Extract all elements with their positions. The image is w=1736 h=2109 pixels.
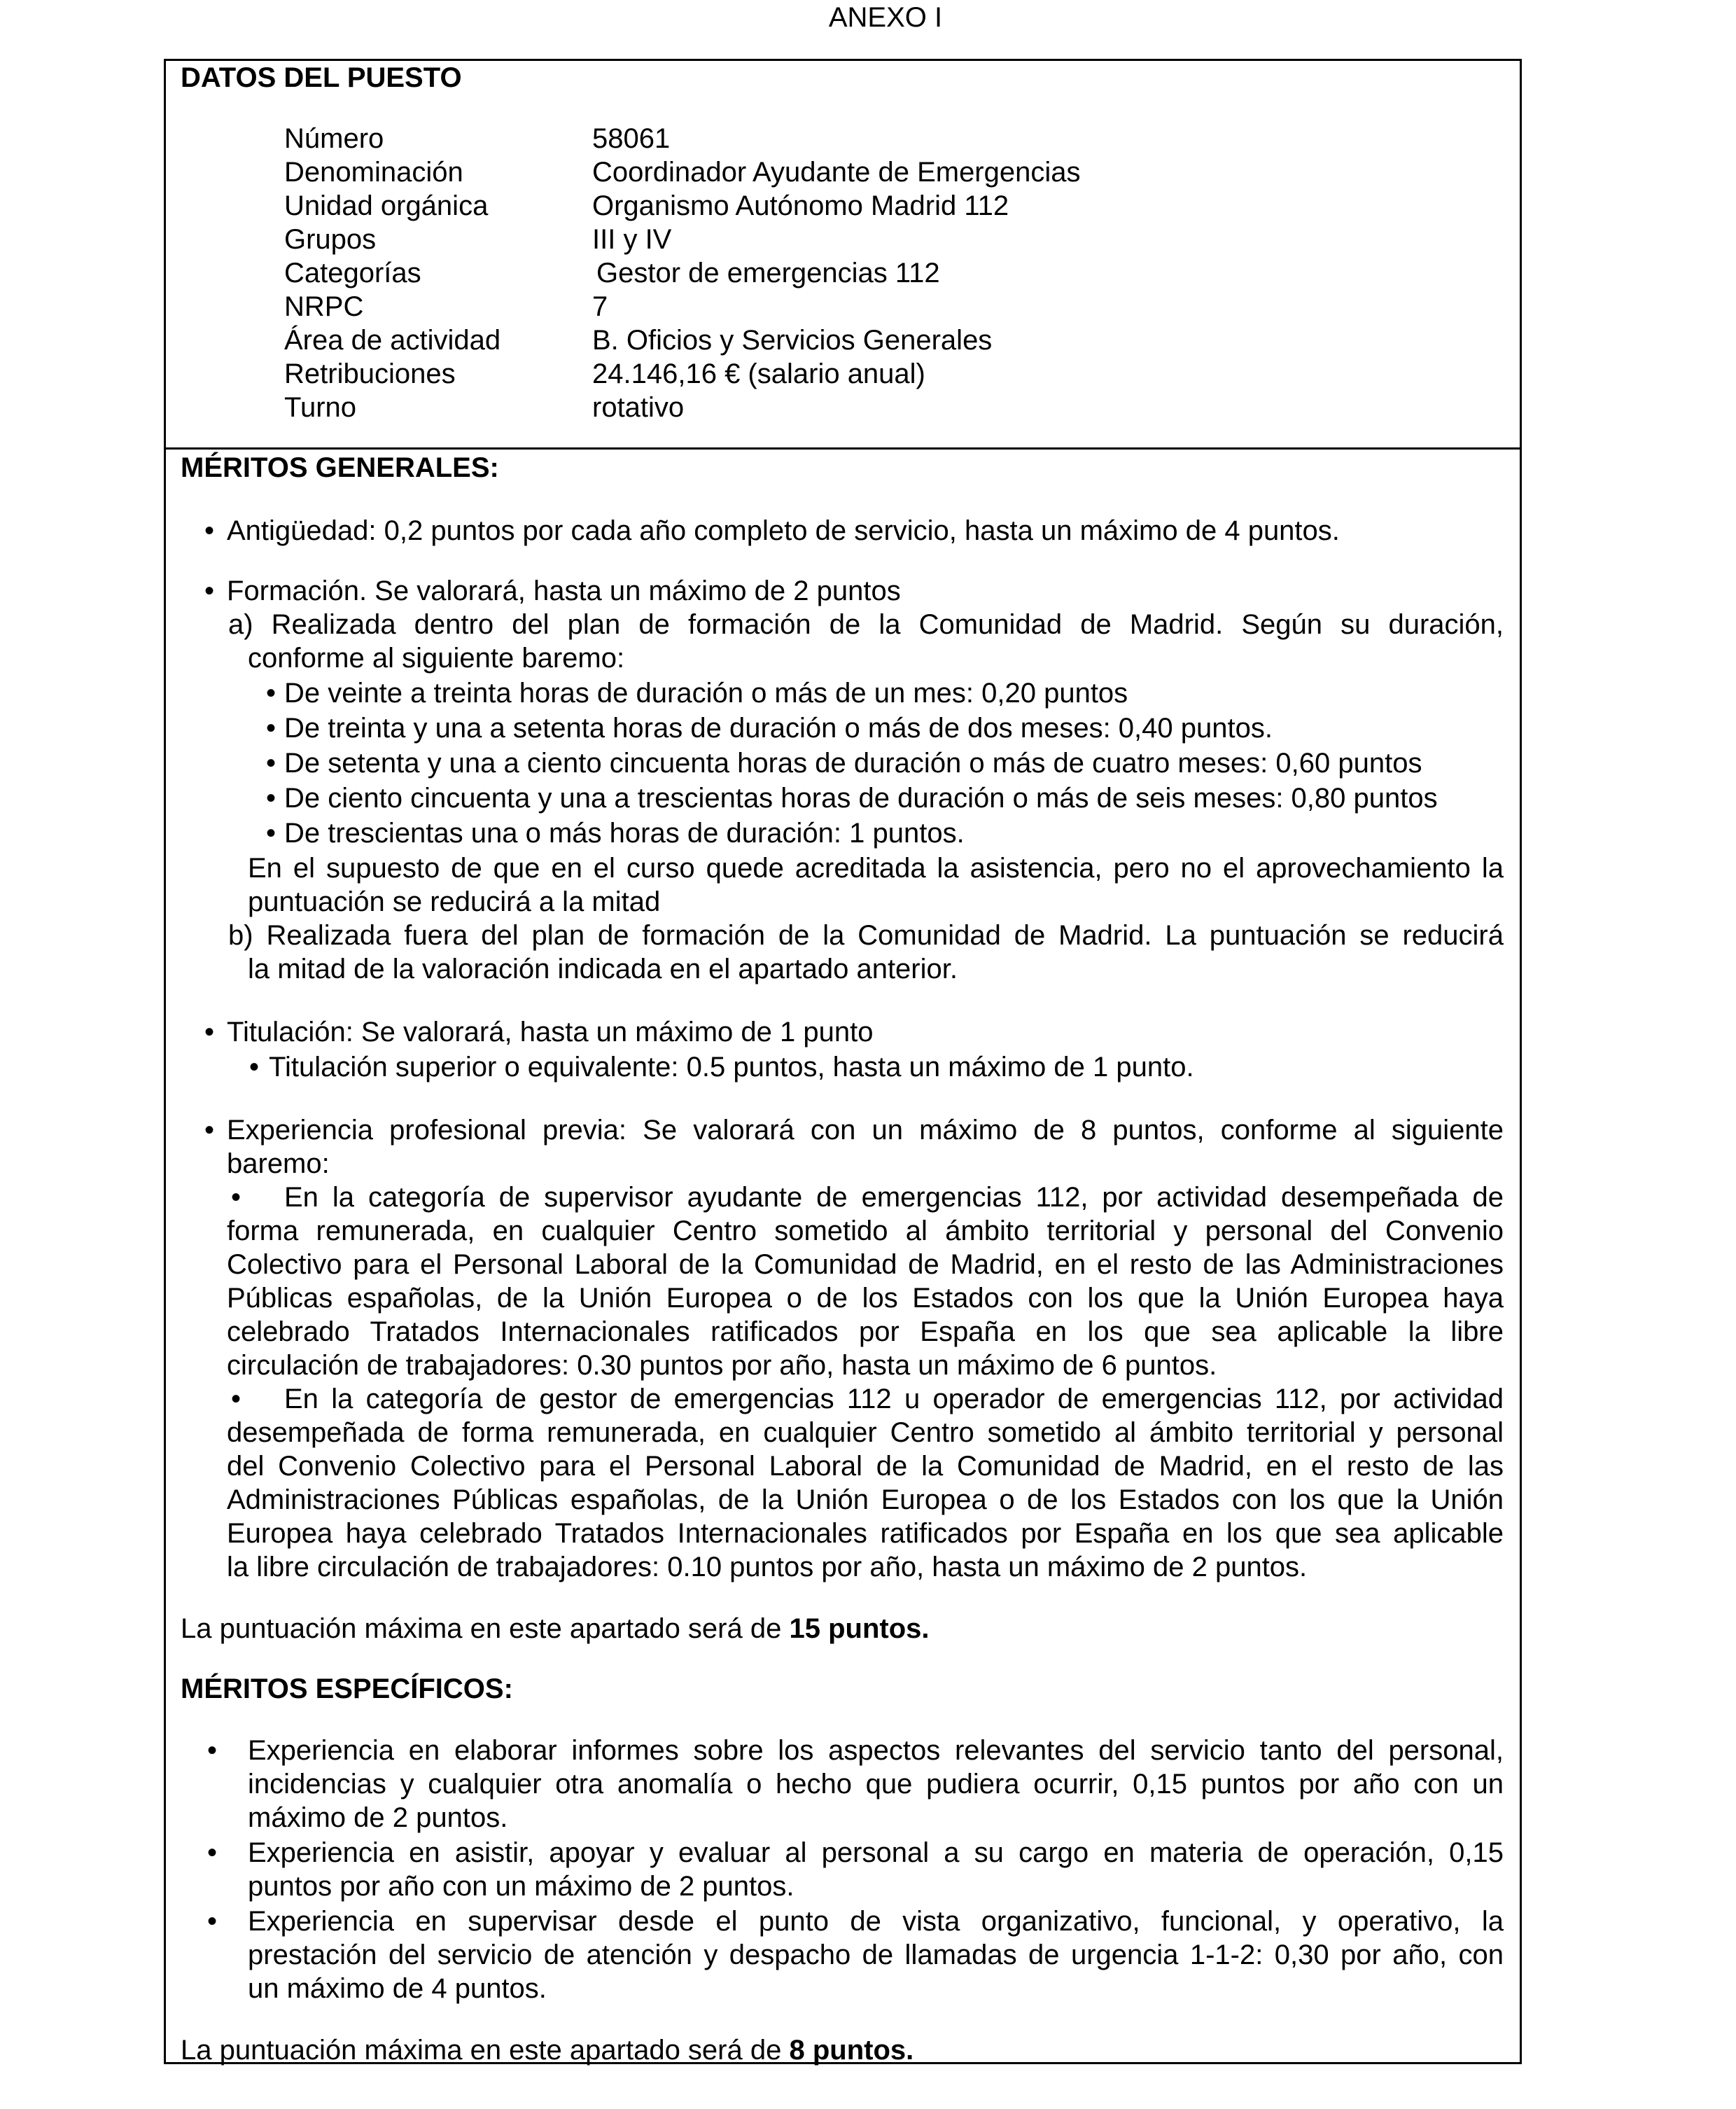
max-points: 8 puntos. bbox=[789, 2035, 914, 2066]
field-label: Categorías bbox=[284, 258, 421, 288]
experiencia-intro: baremo: bbox=[227, 1148, 330, 1179]
especifico-item-line: un máximo de 4 puntos. bbox=[248, 1973, 547, 2004]
section-divider bbox=[164, 447, 1522, 450]
annex-title: ANEXO I bbox=[828, 2, 943, 33]
bullet-icon: • bbox=[204, 1017, 215, 1047]
formacion-item: De ciento cincuenta y una a trescientas horas de duración o más de seis meses: 0,80 puntos bbox=[284, 783, 1438, 814]
formacion-intro: Formación. Se valorará, hasta un máximo de 2 puntos bbox=[227, 576, 901, 606]
bullet-icon: • bbox=[266, 818, 276, 849]
experiencia-item-line: En la categoría de supervisor ayudante de emergencias 112, por actividad desempeñada de bbox=[284, 1182, 1504, 1213]
field-value: Gestor de emergencias 112 bbox=[596, 258, 940, 288]
especifico-item-line: Experiencia en elaborar informes sobre los aspectos relevantes del servicio tanto del personal, bbox=[248, 1735, 1504, 1766]
max-prefix: La puntuación máxima en este apartado será de bbox=[181, 2035, 782, 2066]
formacion-a-line: conforme al siguiente baremo: bbox=[248, 643, 625, 674]
field-label: Retribuciones bbox=[284, 359, 456, 389]
experiencia-item-line: del Convenio Colectivo para el Personal Laboral de la Comunidad de Madrid, en el resto de las bbox=[227, 1451, 1504, 1482]
field-label: NRPC bbox=[284, 291, 364, 322]
experiencia-item-line: la libre circulación de trabajadores: 0.10 puntos por año, hasta un máximo de 2 puntos. bbox=[227, 1552, 1308, 1582]
formacion-b-line: la mitad de la valoración indicada en el apartado anterior. bbox=[248, 954, 958, 984]
meritos-especificos-heading: MÉRITOS ESPECÍFICOS: bbox=[181, 1673, 513, 1704]
experiencia-intro: Experiencia profesional previa: Se valorará con un máximo de 8 puntos, conforme al siguiente bbox=[227, 1115, 1504, 1146]
formacion-item: De treinta y una a setenta horas de duración o más de dos meses: 0,40 puntos. bbox=[284, 713, 1273, 744]
meritos-especificos-max bbox=[181, 2033, 913, 2067]
max-points: 15 puntos. bbox=[789, 1613, 930, 1644]
field-value: 24.146,16 € (salario anual) bbox=[592, 359, 925, 389]
titulacion-item: Titulación superior o equivalente: 0.5 puntos, hasta un máximo de 1 punto. bbox=[269, 1052, 1194, 1083]
meritos-generales-max bbox=[181, 1612, 930, 1645]
bullet-icon: • bbox=[231, 1182, 241, 1213]
bullet-icon: • bbox=[204, 576, 215, 606]
field-label: Unidad orgánica bbox=[284, 190, 489, 221]
experiencia-item-line: celebrado Tratados Internacionales ratificados por España en los que sea aplicable la libre bbox=[227, 1316, 1504, 1347]
field-value: 58061 bbox=[592, 123, 671, 154]
bullet-icon: • bbox=[266, 783, 276, 814]
datos-puesto-heading: DATOS DEL PUESTO bbox=[181, 62, 462, 93]
field-label: Turno bbox=[284, 392, 357, 423]
formacion-item: De veinte a treinta horas de duración o más de un mes: 0,20 puntos bbox=[284, 678, 1128, 709]
field-label: Número bbox=[284, 123, 384, 154]
experiencia-item-line: Públicas españolas, de la Unión Europea o de los Estados con los que la Unión Europea haya bbox=[227, 1283, 1504, 1314]
experiencia-item-line: Colectivo para el Personal Laboral de la Comunidad de Madrid, en el resto de las Administraciones bbox=[227, 1249, 1504, 1280]
especifico-item-line: incidencias y cualquier otra anomalía o hecho que pudiera ocurrir, 0,15 puntos por año con un bbox=[248, 1769, 1504, 1800]
bullet-icon: • bbox=[207, 1837, 218, 1868]
formacion-a-line: a) Realizada dentro del plan de formación de la Comunidad de Madrid. Según su duración, bbox=[228, 609, 1504, 640]
experiencia-item-line: circulación de trabajadores: 0.30 puntos por año, hasta un máximo de 6 puntos. bbox=[227, 1350, 1217, 1381]
field-value: B. Oficios y Servicios Generales bbox=[592, 325, 993, 356]
especifico-item-line: puntos por año con un máximo de 2 puntos. bbox=[248, 1871, 794, 1902]
field-label: Área de actividad bbox=[284, 325, 501, 356]
field-value: Organismo Autónomo Madrid 112 bbox=[592, 190, 1009, 221]
especifico-item-line: Experiencia en supervisar desde el punto de vista organizativo, funcional, y operativo, la bbox=[248, 1906, 1504, 1937]
experiencia-item-line: forma remunerada, en cualquier Centro sometido al ámbito territorial y personal del Convenio bbox=[227, 1216, 1504, 1246]
field-label: Grupos bbox=[284, 224, 377, 255]
bullet-icon: • bbox=[207, 1906, 218, 1937]
bullet-icon: • bbox=[249, 1052, 260, 1083]
experiencia-item-line: En la categoría de gestor de emergencias 112 u operador de emergencias 112, por actividad bbox=[284, 1384, 1504, 1414]
bullet-icon: • bbox=[204, 515, 215, 546]
field-value: 7 bbox=[592, 291, 608, 322]
especifico-item-line: prestación del servicio de atención y despacho de llamadas de urgencia 1-1-2: 0,30 por año, con bbox=[248, 1940, 1504, 1970]
bullet-icon: • bbox=[204, 1115, 215, 1146]
experiencia-item-line: Europea haya celebrado Tratados Internacionales ratificados por España en los que sea aplicable bbox=[227, 1518, 1504, 1549]
bullet-icon: • bbox=[266, 748, 276, 779]
meritos-generales-heading: MÉRITOS GENERALES: bbox=[181, 452, 499, 483]
field-label: Denominación bbox=[284, 157, 463, 188]
experiencia-item-line: desempeñada de forma remunerada, en cualquier Centro sometido al ámbito territorial y personal bbox=[227, 1417, 1504, 1448]
experiencia-item-line: Administraciones Públicas españolas, de la Unión Europea o de los Estados con los que la Unión bbox=[227, 1484, 1504, 1515]
max-prefix: La puntuación máxima en este apartado será de bbox=[181, 1613, 782, 1644]
field-value: Coordinador Ayudante de Emergencias bbox=[592, 157, 1081, 188]
formacion-item: De trescientas una o más horas de duración: 1 puntos. bbox=[284, 818, 965, 849]
field-value: III y IV bbox=[592, 224, 672, 255]
titulacion-intro: Titulación: Se valorará, hasta un máximo de 1 punto bbox=[227, 1017, 874, 1047]
especifico-item-line: máximo de 2 puntos. bbox=[248, 1802, 508, 1833]
bullet-icon: • bbox=[231, 1384, 241, 1414]
bullet-icon: • bbox=[266, 713, 276, 744]
especifico-item-line: Experiencia en asistir, apoyar y evaluar al personal a su cargo en materia de operación, 0,15 bbox=[248, 1837, 1504, 1868]
formacion-item: De setenta y una a ciento cincuenta horas de duración o más de cuatro meses: 0,60 puntos bbox=[284, 748, 1422, 779]
formacion-note: En el supuesto de que en el curso quede acreditada la asistencia, pero no el aprovechamiento la bbox=[248, 853, 1504, 884]
formacion-b-line: b) Realizada fuera del plan de formación de la Comunidad de Madrid. La puntuación se reducirá bbox=[228, 920, 1504, 951]
bullet-icon: • bbox=[266, 678, 276, 709]
formacion-note: puntuación se reducirá a la mitad bbox=[248, 886, 661, 917]
field-value: rotativo bbox=[592, 392, 685, 423]
bullet-icon: • bbox=[207, 1735, 218, 1766]
antiguedad-text: Antigüedad: 0,2 puntos por cada año completo de servicio, hasta un máximo de 4 puntos. bbox=[227, 515, 1340, 546]
